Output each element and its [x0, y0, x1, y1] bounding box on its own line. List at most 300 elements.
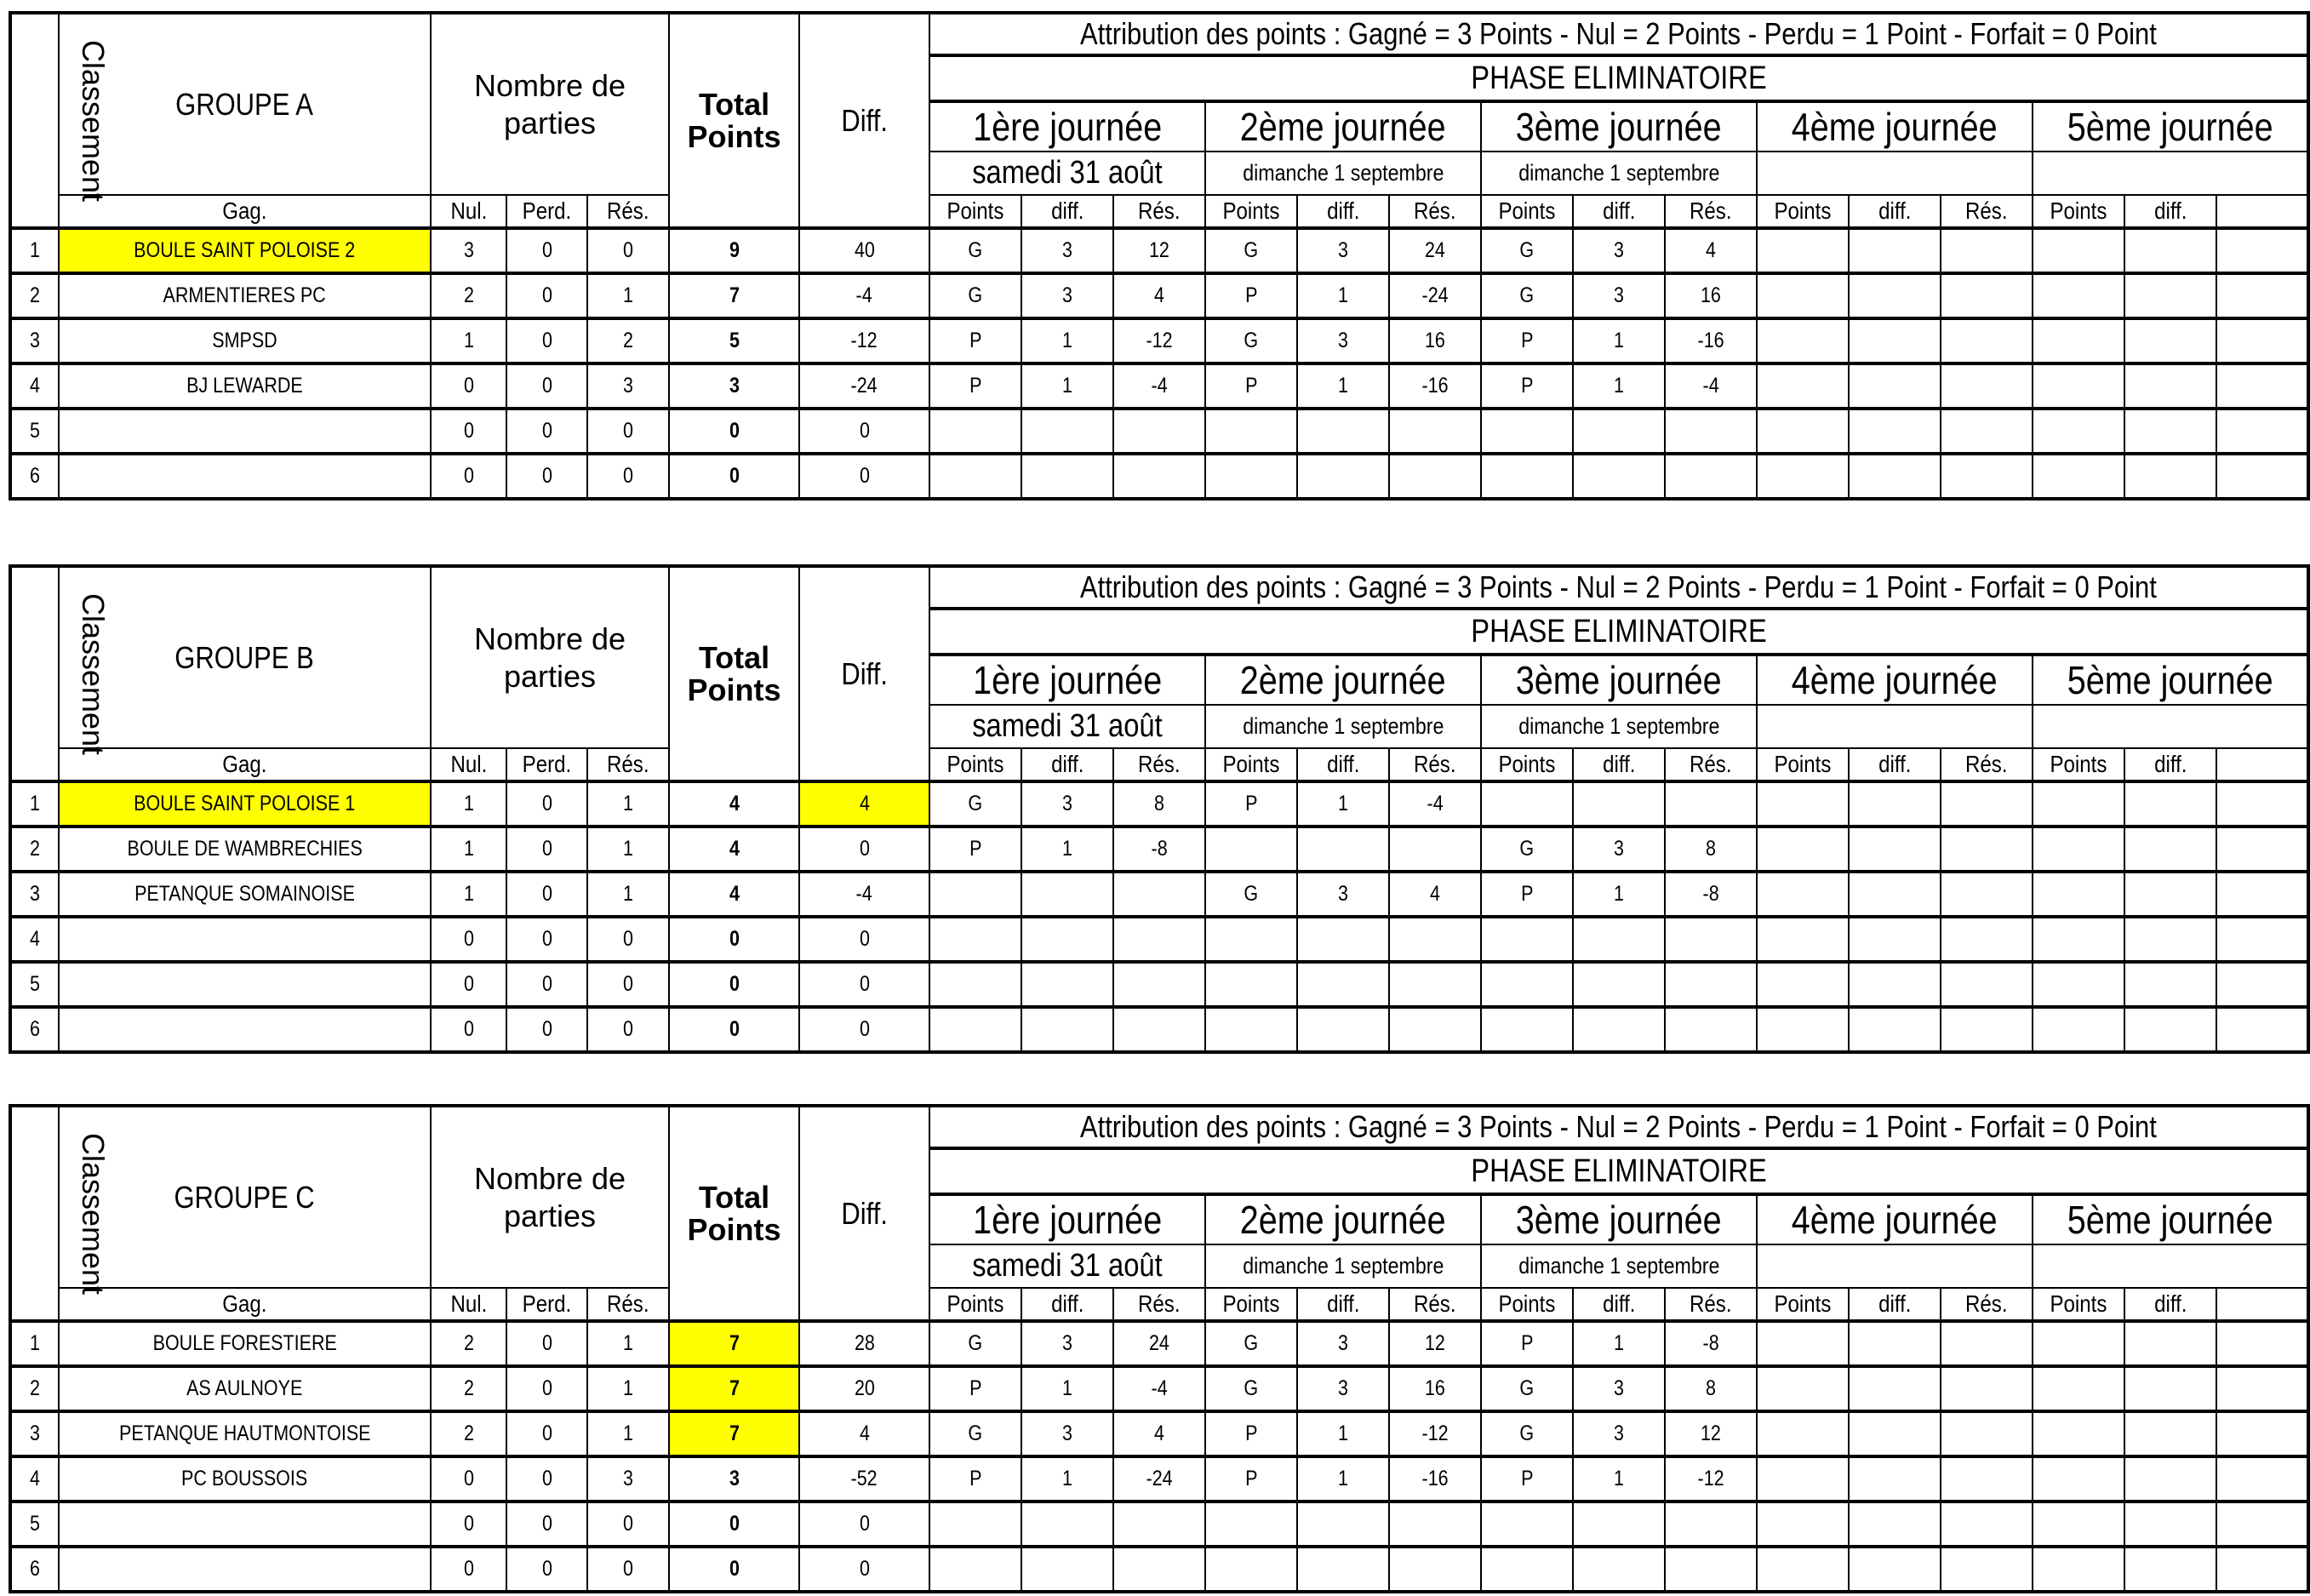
cell-text: 0: [859, 972, 870, 996]
diff-cell-day-2: [1389, 409, 1481, 454]
perd-header: [506, 195, 587, 228]
draw-cell: [506, 1321, 587, 1366]
diff-cell-day-2: [1389, 273, 1481, 318]
points-cell-day-4: [1849, 1007, 1941, 1052]
diff-cell-day-1: [1113, 318, 1205, 363]
total-points-cell: [669, 1411, 799, 1456]
points-cell-day-4: [1849, 1502, 1941, 1547]
result-cell-day-5: [2033, 917, 2124, 962]
result-cell-day-4: [1757, 1547, 1849, 1592]
cell-text: -16: [1421, 1467, 1449, 1490]
cell-text: 0: [541, 238, 552, 262]
cell-text: PHASE ELIMINATOIRE: [1470, 1153, 1767, 1189]
cell-text: 3: [1338, 238, 1348, 262]
draw-cell: [506, 1502, 587, 1547]
result-cell-day-4: [1757, 1321, 1849, 1366]
cell-text: diff.: [1050, 1290, 1084, 1317]
result-cell-day-3: [1481, 363, 1573, 409]
cell-text: -8: [1702, 1331, 1719, 1355]
result-cell-day-4: [1757, 363, 1849, 409]
cell-text: Rés.: [1138, 197, 1181, 224]
cell-text: Points: [2050, 751, 2107, 777]
points-cell-day-3: [1573, 1411, 1665, 1456]
cell-text: diff.: [1050, 197, 1084, 224]
won-cell: [431, 363, 506, 409]
cell-text: 4: [1706, 238, 1716, 262]
cell-text: Rés.: [1965, 197, 2008, 224]
cell-text: 12: [1701, 1422, 1721, 1445]
points-subheader: [2033, 748, 2124, 781]
cell-text: 2: [30, 1376, 40, 1400]
cell-text: 1: [1062, 837, 1072, 861]
cell-text: Nul.: [450, 751, 487, 777]
cell-text: P: [1244, 374, 1258, 398]
result-cell-day-5: [2033, 1007, 2124, 1052]
table-row: [10, 1547, 2308, 1592]
result-cell-day-3: [1481, 1547, 1573, 1592]
cell-text: 4: [859, 792, 870, 815]
diff-cell-day-1: [1113, 1321, 1205, 1366]
diff-cell-day-4: [1941, 827, 2033, 872]
group-table-groupe-c: [9, 1104, 2310, 1593]
res-subheader: [1665, 748, 1757, 781]
points-cell-day-5: [2124, 781, 2216, 827]
total-points-cell: [669, 1007, 799, 1052]
cell-text: 0: [541, 283, 552, 307]
diff-cell: [799, 1547, 929, 1592]
group-name: [59, 13, 431, 195]
cell-text: 4: [859, 1422, 870, 1445]
diff-header: [799, 566, 929, 781]
diff-cell: [799, 318, 929, 363]
result-cell-day-2: [1205, 363, 1297, 409]
diff-cell: [799, 228, 929, 273]
cell-text: 0: [541, 1557, 552, 1581]
result-cell-day-5: [2033, 1366, 2124, 1411]
points-cell-day-2: [1297, 1411, 1389, 1456]
total-points-cell: [669, 1366, 799, 1411]
cell-text: -12: [1697, 1467, 1724, 1490]
result-cell-day-1: [929, 1502, 1021, 1547]
rank-cell: [10, 228, 59, 273]
cell-text: Rés.: [1690, 1290, 1732, 1317]
res-subheader: [1113, 748, 1205, 781]
cell-text: 0: [541, 792, 552, 815]
won-cell: [431, 409, 506, 454]
cell-text: 0: [859, 1557, 870, 1581]
cell-text: 1: [463, 329, 474, 352]
diff-cell-day-4: [1941, 917, 2033, 962]
cell-text: dimanche 1 septembre: [1242, 160, 1444, 186]
points-cell-day-3: [1573, 917, 1665, 962]
result-cell-day-2: [1205, 827, 1297, 872]
journee-header: [2033, 1194, 2308, 1244]
table-row: [10, 228, 2308, 273]
diff-subheader: [1849, 748, 1941, 781]
points-cell-day-1: [1021, 273, 1113, 318]
total-points-cell: [669, 363, 799, 409]
cell-text: 0: [541, 972, 552, 996]
journee-date: [1205, 1244, 1481, 1288]
total-points-cell: [669, 409, 799, 454]
result-cell-day-5: [2033, 1547, 2124, 1592]
table-row: [10, 1366, 2308, 1411]
cell-text: AS AULNOYE: [186, 1376, 303, 1400]
team-cell: [59, 872, 431, 917]
diff-cell-day-2: [1389, 1502, 1481, 1547]
points-cell-day-5: [2124, 872, 2216, 917]
cell-text: 0: [859, 927, 870, 951]
cell-text: 1: [1614, 374, 1624, 398]
cell-text: 3: [30, 882, 40, 906]
draw-cell: [506, 917, 587, 962]
won-cell: [431, 1411, 506, 1456]
cell-text: 1: [1062, 329, 1072, 352]
diff-cell-day-4: [1941, 409, 2033, 454]
lost-cell: [587, 1411, 669, 1456]
journee-header: [1757, 101, 2033, 152]
cell-text: 2: [463, 1331, 474, 1355]
cell-text: 1: [30, 1331, 40, 1355]
result-cell-day-3: [1481, 409, 1573, 454]
points-subheader: [929, 1288, 1021, 1321]
cell-text: 12: [1425, 1331, 1445, 1355]
cell-text: Rés.: [607, 751, 649, 777]
cell-text: 2ème journée: [1240, 658, 1446, 702]
cell-text: 0: [623, 1557, 633, 1581]
diff-cell-day-4: [1941, 454, 2033, 499]
diff-cell-day-2: [1389, 318, 1481, 363]
diff-cell: [799, 273, 929, 318]
diff-cell-day-1: [1113, 363, 1205, 409]
cell-text: BJ LEWARDE: [186, 374, 303, 398]
result-cell-day-2: [1205, 273, 1297, 318]
diff-cell-day-2: [1389, 827, 1481, 872]
points-cell-day-5: [2124, 273, 2216, 318]
points-cell-day-3: [1573, 1547, 1665, 1592]
points-cell-day-2: [1297, 962, 1389, 1007]
cell-text: Perd.: [522, 197, 572, 224]
journee-date: [929, 152, 1205, 195]
cell-text: 0: [729, 1512, 740, 1536]
points-cell-day-2: [1297, 318, 1389, 363]
diff-cell-day-5: [2216, 363, 2308, 409]
lost-cell: [587, 273, 669, 318]
journee-header: [1481, 1194, 1757, 1244]
diff-cell-day-3: [1665, 917, 1757, 962]
cell-text: 0: [623, 238, 633, 262]
diff-cell-day-5: [2216, 1502, 2308, 1547]
cell-text: Rés.: [1965, 751, 2008, 777]
result-cell-day-3: [1481, 781, 1573, 827]
points-cell-day-3: [1573, 228, 1665, 273]
cell-text: G: [1519, 1422, 1535, 1445]
points-cell-day-3: [1573, 409, 1665, 454]
result-cell-day-1: [929, 363, 1021, 409]
cell-text: 24: [1149, 1331, 1169, 1355]
diff-cell-day-1: [1113, 409, 1205, 454]
cell-text: P: [969, 837, 982, 861]
result-cell-day-5: [2033, 781, 2124, 827]
cell-text: Rés.: [1138, 1290, 1181, 1317]
diff-cell-day-4: [1941, 228, 2033, 273]
draw-cell: [506, 454, 587, 499]
cell-text: dimanche 1 septembre: [1242, 713, 1444, 739]
group-name: [59, 566, 431, 748]
cell-text: 1: [1338, 283, 1348, 307]
cell-text: G: [968, 238, 983, 262]
cell-text: 4: [1430, 882, 1440, 906]
result-cell-day-5: [2033, 872, 2124, 917]
diff-cell-day-2: [1389, 962, 1481, 1007]
result-cell-day-5: [2033, 318, 2124, 363]
diff-cell-day-4: [1941, 363, 2033, 409]
journee-header: [1205, 101, 1481, 152]
diff-cell-day-3: [1665, 454, 1757, 499]
result-cell-day-4: [1757, 962, 1849, 1007]
journee-date: [2033, 705, 2308, 748]
points-cell-day-4: [1849, 1366, 1941, 1411]
points-subheader: [1205, 1288, 1297, 1321]
team-cell: [59, 454, 431, 499]
cell-text: 4: [729, 837, 740, 861]
cell-text: -12: [1421, 1422, 1449, 1445]
cell-text: 16: [1425, 329, 1445, 352]
points-cell-day-3: [1573, 1321, 1665, 1366]
result-cell-day-5: [2033, 962, 2124, 1007]
cell-text: 5ème journée: [2067, 105, 2273, 149]
cell-text: 3ème journée: [1516, 1198, 1722, 1242]
diff-cell-day-1: [1113, 273, 1205, 318]
cell-text: GROUPE B: [174, 639, 315, 675]
cell-text: 1: [623, 837, 633, 861]
result-cell-day-3: [1481, 962, 1573, 1007]
points-subheader: [1205, 748, 1297, 781]
cell-text: 0: [623, 464, 633, 488]
cell-text: 7: [729, 1376, 740, 1400]
diff-cell: [799, 1366, 929, 1411]
points-cell-day-4: [1849, 827, 1941, 872]
result-cell-day-2: [1205, 872, 1297, 917]
journee-date: [1757, 1244, 2033, 1288]
cell-text: 0: [463, 1467, 474, 1490]
points-cell-day-4: [1849, 409, 1941, 454]
diff-cell-day-2: [1389, 781, 1481, 827]
table-row: [10, 363, 2308, 409]
result-cell-day-4: [1757, 273, 1849, 318]
cell-text: 12: [1149, 238, 1169, 262]
points-cell-day-1: [1021, 454, 1113, 499]
cell-text: 0: [729, 972, 740, 996]
diff-cell-day-5: [2216, 1456, 2308, 1502]
cell-text: 5ème journée: [2067, 1198, 2273, 1242]
rank-cell: [10, 917, 59, 962]
cell-text: 3: [1614, 1376, 1624, 1400]
points-cell-day-1: [1021, 781, 1113, 827]
result-cell-day-1: [929, 917, 1021, 962]
journee-header: [1205, 1194, 1481, 1244]
cell-text: 4: [30, 1467, 40, 1490]
points-cell-day-3: [1573, 1456, 1665, 1502]
points-cell-day-4: [1849, 962, 1941, 1007]
cell-text: G: [968, 1422, 983, 1445]
cell-text: G: [1519, 283, 1535, 307]
cell-text: 7: [729, 283, 740, 307]
nul-header: [431, 195, 506, 228]
diff-cell-day-4: [1941, 1411, 2033, 1456]
cell-text: Rés.: [1690, 197, 1732, 224]
cell-text: 0: [859, 1017, 870, 1041]
cell-text: 0: [729, 1017, 740, 1041]
phase-title: [929, 609, 2308, 655]
result-cell-day-5: [2033, 1411, 2124, 1456]
diff-cell-day-5: [2216, 318, 2308, 363]
won-cell: [431, 917, 506, 962]
cell-text: 0: [623, 419, 633, 443]
result-cell-day-2: [1205, 1007, 1297, 1052]
journee-header: [1757, 655, 2033, 705]
total-points-cell: [669, 454, 799, 499]
won-cell: [431, 1547, 506, 1592]
points-cell-day-2: [1297, 454, 1389, 499]
cell-text: 0: [729, 1557, 740, 1581]
cell-text: -24: [850, 374, 878, 398]
rank-cell: [10, 1547, 59, 1592]
result-cell-day-3: [1481, 1411, 1573, 1456]
diff-cell-day-5: [2216, 917, 2308, 962]
points-cell-day-5: [2124, 827, 2216, 872]
cell-text: -4: [855, 283, 873, 307]
total-points-cell: [669, 962, 799, 1007]
cell-text: -8: [1702, 882, 1719, 906]
won-cell: [431, 1366, 506, 1411]
diff-cell-day-5: [2216, 827, 2308, 872]
cell-text: Points: [1222, 197, 1280, 224]
total-points-cell: [669, 1456, 799, 1502]
result-cell-day-1: [929, 1366, 1021, 1411]
cell-text: P: [969, 1376, 982, 1400]
draw-cell: [506, 273, 587, 318]
cell-text: 20: [854, 1376, 875, 1400]
points-cell-day-2: [1297, 872, 1389, 917]
points-cell-day-1: [1021, 1007, 1113, 1052]
diff-subheader: [1297, 748, 1389, 781]
diff-cell-day-5: [2216, 962, 2308, 1007]
diff-cell-day-3: [1665, 827, 1757, 872]
nombre-parties-header: [431, 13, 669, 195]
team-cell: [59, 1411, 431, 1456]
diff-cell: [799, 1321, 929, 1366]
cell-text: PETANQUE HAUTMONTOISE: [118, 1422, 371, 1445]
cell-text: Points: [1774, 1290, 1832, 1317]
cell-text: 0: [541, 1331, 552, 1355]
won-cell: [431, 1502, 506, 1547]
cell-text: 0: [463, 419, 474, 443]
diff-cell-day-1: [1113, 917, 1205, 962]
draw-cell: [506, 228, 587, 273]
cell-text: 28: [854, 1331, 875, 1355]
team-cell: [59, 409, 431, 454]
result-cell-day-2: [1205, 1366, 1297, 1411]
draw-cell: [506, 1456, 587, 1502]
cell-text: 3ème journée: [1516, 105, 1722, 149]
diff-cell-day-1: [1113, 228, 1205, 273]
nul-header: [431, 1288, 506, 1321]
cell-text: Points: [1498, 751, 1556, 777]
journee-date: [2033, 152, 2308, 195]
result-cell-day-3: [1481, 1007, 1573, 1052]
cell-text: diff.: [1878, 751, 1912, 777]
cell-text: P: [1244, 1422, 1258, 1445]
cell-text: Points: [1498, 1290, 1556, 1317]
cell-text: Rés.: [607, 197, 649, 224]
diff-cell-day-2: [1389, 1321, 1481, 1366]
cell-text: diff.: [1602, 751, 1636, 777]
cell-text: 7: [729, 1331, 740, 1355]
points-cell-day-2: [1297, 1547, 1389, 1592]
diff-cell: [799, 363, 929, 409]
cell-text: 5ème journée: [2067, 658, 2273, 702]
cell-text: diff.: [1602, 197, 1636, 224]
points-attribution-note: [929, 13, 2308, 55]
cell-text: P: [969, 329, 982, 352]
cell-text: Attribution des points : Gagné = 3 Points - Nul = 2 Points - Perdu = 1 Point - Forfait = 0 Point: [1080, 569, 2157, 604]
points-cell-day-1: [1021, 917, 1113, 962]
team-cell: [59, 827, 431, 872]
cell-text: 4: [729, 792, 740, 815]
res-subheader: [1665, 195, 1757, 228]
result-cell-day-3: [1481, 872, 1573, 917]
points-cell-day-2: [1297, 273, 1389, 318]
diff-cell-day-2: [1389, 1007, 1481, 1052]
diff-cell-day-2: [1389, 1547, 1481, 1592]
team-cell: [59, 1321, 431, 1366]
rank-cell: [10, 781, 59, 827]
table-row: [10, 781, 2308, 827]
points-subheader: [1757, 1288, 1849, 1321]
points-cell-day-1: [1021, 1321, 1113, 1366]
cell-text: 2: [30, 837, 40, 861]
result-cell-day-5: [2033, 409, 2124, 454]
diff-cell-day-3: [1665, 409, 1757, 454]
result-cell-day-1: [929, 1456, 1021, 1502]
points-cell-day-2: [1297, 1456, 1389, 1502]
points-subheader: [2033, 195, 2124, 228]
cell-text: 5: [729, 329, 740, 352]
cell-text: 0: [541, 1422, 552, 1445]
cell-text: -4: [1151, 1376, 1168, 1400]
result-cell-day-2: [1205, 1547, 1297, 1592]
cell-text: 0: [541, 882, 552, 906]
journee-header: [929, 655, 1205, 705]
cell-text: GROUPE C: [174, 1179, 316, 1215]
diff-subheader: [1297, 1288, 1389, 1321]
classement-label: Classement: [76, 1132, 111, 1295]
diff-header: [799, 1106, 929, 1321]
result-cell-day-4: [1757, 409, 1849, 454]
draw-cell: [506, 781, 587, 827]
diff-cell-day-2: [1389, 872, 1481, 917]
res-subheader: [1389, 1288, 1481, 1321]
cell-text: 3: [1338, 329, 1348, 352]
points-cell-day-5: [2124, 1411, 2216, 1456]
points-cell-day-5: [2124, 1321, 2216, 1366]
cell-text: -12: [850, 329, 878, 352]
cell-text: 1: [1614, 1331, 1624, 1355]
cell-text: 1: [463, 792, 474, 815]
table-row: [10, 1007, 2308, 1052]
cell-text: P: [1244, 792, 1258, 815]
